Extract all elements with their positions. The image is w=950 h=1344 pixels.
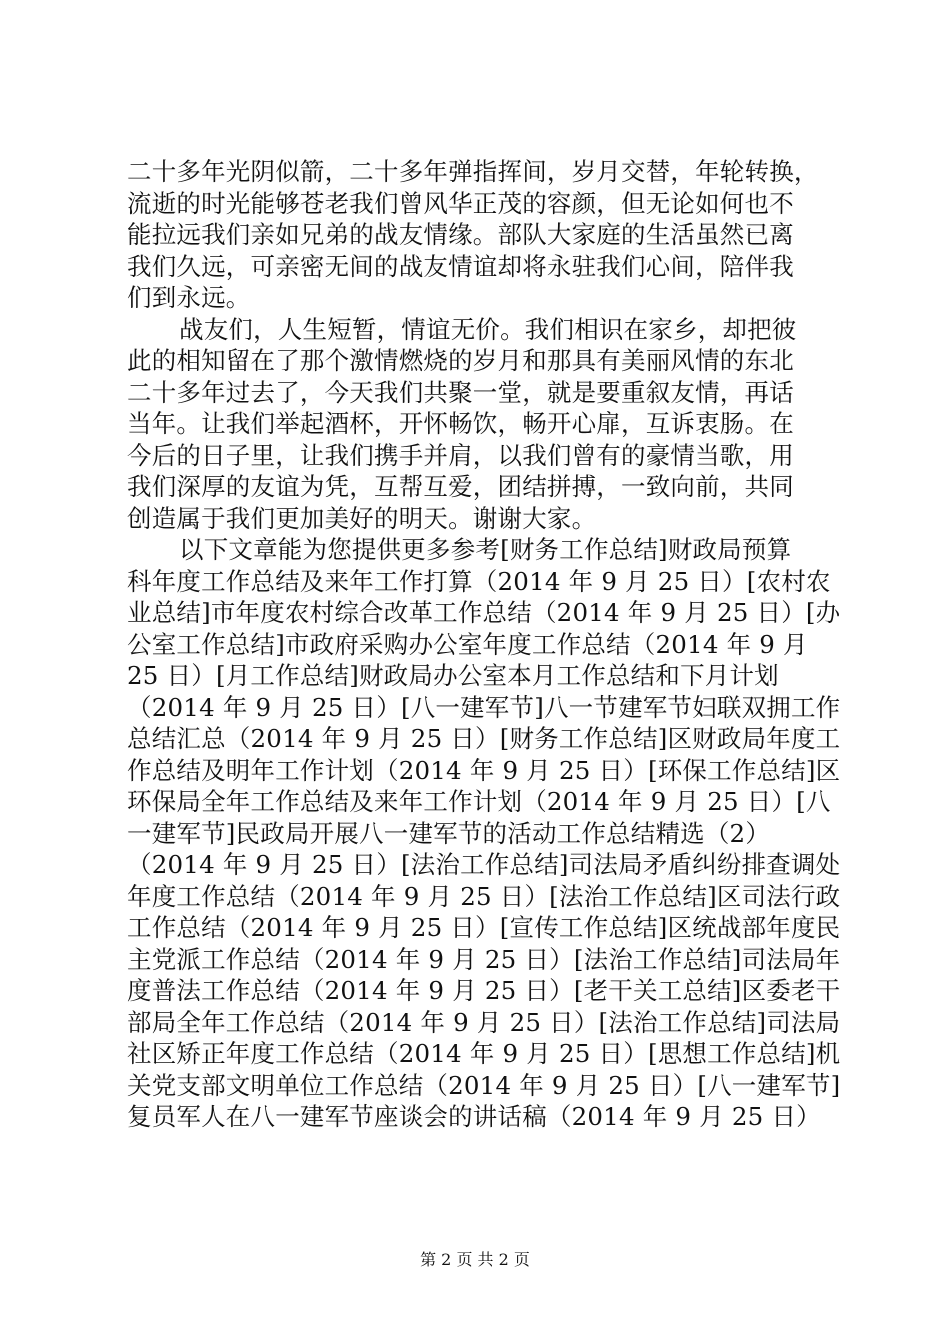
page-footer: 第 2 页 共 2 页	[420, 1250, 530, 1269]
paragraph-1-line-1: 二十多年光阴似箭，二十多年弹指挥间，岁月交替，年轮转换，	[127, 157, 819, 186]
paragraph-2-line-7: 创造属于我们更加美好的明天。谢谢大家。	[127, 503, 597, 533]
paragraph-3-line-9: 环保局全年工作总结及来年工作计划（2014 年 9 月 25 日）[八	[127, 787, 831, 816]
paragraph-3-line-12: 年度工作总结（2014 年 9 月 25 日）[法治工作总结]区司法行政	[127, 881, 841, 911]
paragraph-3-line-4: 公室工作总结]市政府采购办公室年度工作总结（2014 年 9 月	[127, 629, 808, 659]
document-body	[127, 156, 841, 1133]
paragraph-2-line-6: 我们深厚的友谊为凭，互帮互爱，团结拼搏，一致向前，共同	[127, 472, 794, 501]
paragraph-3-line-5: 25 日）[月工作总结]财政局办公室本月工作总结和下月计划	[127, 661, 779, 690]
paragraph-2-line-1: 战友们，人生短暂，情谊无价。我们相识在家乡，却把彼	[179, 314, 797, 344]
paragraph-1-line-2: 流逝的时光能够苍老我们曾风华正茂的容颜，但无论如何也不	[127, 188, 794, 218]
paragraph-3-line-6: （2014 年 9 月 25 日）[八一建军节]八一节建军节妇联双拥工作	[127, 692, 841, 722]
paragraph-3-line-18: 关党支部文明单位工作总结（2014 年 9 月 25 日）[八一建军节]	[127, 1070, 841, 1100]
paragraph-1-line-3: 能拉远我们亲如兄弟的战友情缘。部队大家庭的生活虽然已离	[127, 220, 794, 249]
paragraph-1-line-4: 我们久远，可亲密无间的战友情谊却将永驻我们心间，陪伴我	[127, 251, 794, 281]
paragraph-1-line-5: 们到永远。	[127, 283, 251, 312]
paragraph-2-line-3: 二十多年过去了，今天我们共聚一堂，就是要重叙友情，再话	[127, 377, 794, 407]
paragraph-3-line-16: 部局全年工作总结（2014 年 9 月 25 日）[法治工作总结]司法局	[127, 1007, 841, 1037]
paragraph-3-line-13: 工作总结（2014 年 9 月 25 日）[宣传工作总结]区统战部年度民	[127, 913, 841, 942]
paragraph-2-line-5: 今后的日子里，让我们携手并肩，以我们曾有的豪情当歌，用	[127, 440, 794, 470]
paragraph-3-line-17: 社区矫正年度工作总结（2014 年 9 月 25 日）[思想工作总结]机	[127, 1039, 841, 1068]
paragraph-3-line-15: 度普法工作总结（2014 年 9 月 25 日）[老干关工总结]区委老干	[127, 976, 841, 1005]
paragraph-3-line-3: 业总结]市年度农村综合改革工作总结（2014 年 9 月 25 日）[办	[127, 598, 841, 627]
paragraph-3-line-8: 作总结及明年工作计划（2014 年 9 月 25 日）[环保工作总结]区	[127, 755, 841, 785]
paragraph-3-line-10: 一建军节]民政局开展八一建军节的活动工作总结精选（2）	[127, 818, 771, 848]
paragraph-2-line-4: 当年。让我们举起酒杯，开怀畅饮，畅开心扉，互诉衷肠。在	[127, 409, 794, 438]
paragraph-3-line-7: 总结汇总（2014 年 9 月 25 日）[财务工作总结]区财政局年度工	[127, 724, 841, 753]
paragraph-2-line-2: 此的相知留在了那个激情燃烧的岁月和那具有美丽风情的东北	[127, 346, 794, 375]
paragraph-3-line-11: （2014 年 9 月 25 日）[法治工作总结]司法局矛盾纠纷排查调处	[127, 850, 841, 879]
paragraph-3-line-19: 复员军人在八一建军节座谈会的讲话稿（2014 年 9 月 25 日）	[127, 1102, 821, 1131]
paragraph-3-line-1: 以下文章能为您提供更多参考[财务工作总结]财政局预算	[179, 535, 792, 564]
paragraph-3-line-2: 科年度工作总结及来年工作打算（2014 年 9 月 25 日）[农村农	[127, 566, 831, 596]
paragraph-3-line-14: 主党派工作总结（2014 年 9 月 25 日）[法治工作总结]司法局年	[127, 944, 841, 974]
